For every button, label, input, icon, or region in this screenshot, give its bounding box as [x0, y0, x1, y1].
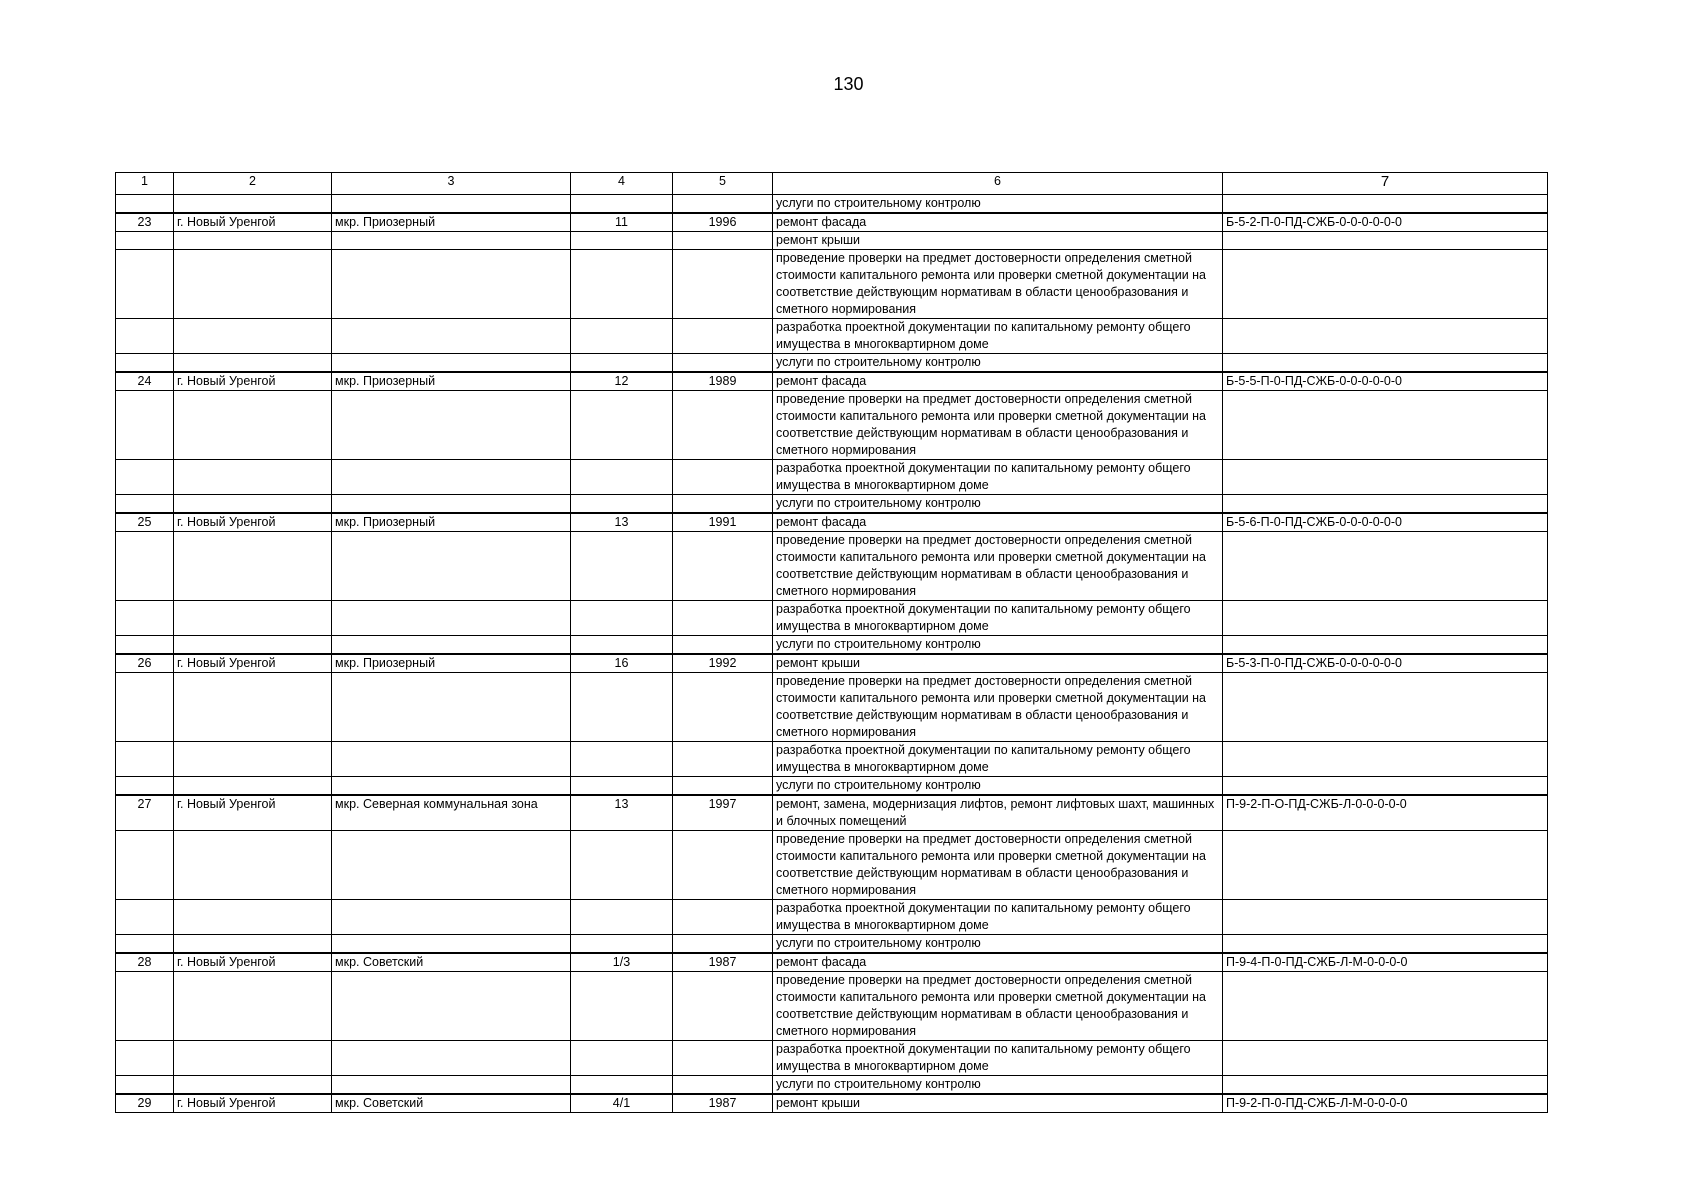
house-cell: 1/3	[571, 953, 673, 972]
row-number-cell	[116, 935, 174, 954]
page-number: 130	[833, 74, 864, 94]
row-number-cell: 29	[116, 1094, 174, 1113]
year-cell	[673, 601, 773, 636]
house-cell	[571, 532, 673, 601]
house-cell	[571, 935, 673, 954]
row-number-cell	[116, 495, 174, 514]
house-cell	[571, 250, 673, 319]
house-cell	[571, 742, 673, 777]
row-number-cell	[116, 195, 174, 214]
city-cell	[174, 636, 332, 655]
work-type-cell: проведение проверки на предмет достоверности определения сметной стоимости капитального ремонта или проверки сметной документации на соответствие действующим нормативам в области ценообразования и сметного нормирования	[773, 972, 1223, 1041]
district-cell	[332, 636, 571, 655]
building-code-cell	[1223, 777, 1548, 796]
building-code-cell: Б-5-6-П-0-ПД-СЖБ-0-0-0-0-0-0	[1223, 513, 1548, 532]
district-cell	[332, 935, 571, 954]
year-cell	[673, 495, 773, 514]
house-cell	[571, 636, 673, 655]
house-cell	[571, 601, 673, 636]
year-cell	[673, 900, 773, 935]
district-cell	[332, 1076, 571, 1095]
row-number-cell	[116, 532, 174, 601]
city-cell	[174, 831, 332, 900]
year-cell: 1992	[673, 654, 773, 673]
row-number-cell	[116, 673, 174, 742]
city-cell	[174, 777, 332, 796]
building-code-cell	[1223, 354, 1548, 373]
year-cell: 1989	[673, 372, 773, 391]
district-cell: мкр. Северная коммунальная зона	[332, 795, 571, 831]
district-cell	[332, 495, 571, 514]
year-cell	[673, 742, 773, 777]
table-row	[116, 777, 1548, 796]
building-code-cell	[1223, 1076, 1548, 1095]
district-cell: мкр. Приозерный	[332, 213, 571, 232]
house-cell	[571, 195, 673, 214]
header-cell: 6	[773, 173, 1223, 195]
house-cell	[571, 673, 673, 742]
city-cell	[174, 354, 332, 373]
house-cell	[571, 391, 673, 460]
city-cell	[174, 391, 332, 460]
year-cell	[673, 1076, 773, 1095]
year-cell	[673, 391, 773, 460]
table-row	[116, 195, 1548, 214]
work-type-cell: проведение проверки на предмет достоверности определения сметной стоимости капитального ремонта или проверки сметной документации на соответствие действующим нормативам в области ценообразования и сметного нормирования	[773, 391, 1223, 460]
work-type-cell: разработка проектной документации по капитальному ремонту общего имущества в многоквартирном доме	[773, 460, 1223, 495]
city-cell	[174, 742, 332, 777]
year-cell: 1996	[673, 213, 773, 232]
work-type-cell: ремонт фасада	[773, 213, 1223, 232]
city-cell	[174, 460, 332, 495]
house-cell: 12	[571, 372, 673, 391]
house-cell	[571, 900, 673, 935]
building-code-cell: П-9-2-П-0-ПД-СЖБ-Л-М-0-0-0-0	[1223, 1094, 1548, 1113]
building-code-cell	[1223, 831, 1548, 900]
table-row	[116, 795, 1548, 831]
row-number-cell: 25	[116, 513, 174, 532]
building-code-cell	[1223, 532, 1548, 601]
city-cell	[174, 1041, 332, 1076]
house-cell	[571, 831, 673, 900]
table-row	[116, 319, 1548, 354]
row-number-cell	[116, 319, 174, 354]
work-type-cell: услуги по строительному контролю	[773, 777, 1223, 796]
year-cell	[673, 831, 773, 900]
table-row	[116, 900, 1548, 935]
work-type-cell: услуги по строительному контролю	[773, 495, 1223, 514]
row-number-cell	[116, 972, 174, 1041]
row-number-cell: 28	[116, 953, 174, 972]
work-type-cell: услуги по строительному контролю	[773, 935, 1223, 954]
table-row	[116, 953, 1548, 972]
building-code-cell	[1223, 1041, 1548, 1076]
table-row	[116, 513, 1548, 532]
district-cell	[332, 777, 571, 796]
row-number-cell	[116, 831, 174, 900]
building-code-cell	[1223, 195, 1548, 214]
district-cell: мкр. Приозерный	[332, 654, 571, 673]
city-cell: г. Новый Уренгой	[174, 953, 332, 972]
year-cell	[673, 673, 773, 742]
work-type-cell: проведение проверки на предмет достоверности определения сметной стоимости капитального ремонта или проверки сметной документации на соответствие действующим нормативам в области ценообразования и сметного нормирования	[773, 673, 1223, 742]
table-row	[116, 213, 1548, 232]
table-row	[116, 831, 1548, 900]
table-header-row	[116, 173, 1548, 195]
table-row	[116, 250, 1548, 319]
year-cell	[673, 354, 773, 373]
year-cell: 1987	[673, 953, 773, 972]
building-code-cell	[1223, 495, 1548, 514]
city-cell	[174, 673, 332, 742]
city-cell: г. Новый Уренгой	[174, 654, 332, 673]
city-cell	[174, 195, 332, 214]
work-type-cell: услуги по строительному контролю	[773, 354, 1223, 373]
work-type-cell: ремонт крыши	[773, 654, 1223, 673]
header-cell: 3	[332, 173, 571, 195]
year-cell	[673, 460, 773, 495]
district-cell	[332, 391, 571, 460]
year-cell: 1991	[673, 513, 773, 532]
house-cell	[571, 972, 673, 1041]
table-row	[116, 391, 1548, 460]
row-number-cell	[116, 742, 174, 777]
building-code-cell: П-9-4-П-0-ПД-СЖБ-Л-М-0-0-0-0	[1223, 953, 1548, 972]
table-row	[116, 372, 1548, 391]
district-cell	[332, 532, 571, 601]
row-number-cell	[116, 601, 174, 636]
year-cell: 1997	[673, 795, 773, 831]
row-number-cell	[116, 232, 174, 250]
city-cell: г. Новый Уренгой	[174, 513, 332, 532]
work-type-cell: ремонт фасада	[773, 513, 1223, 532]
house-cell: 13	[571, 513, 673, 532]
house-cell	[571, 1076, 673, 1095]
city-cell	[174, 1076, 332, 1095]
district-cell	[332, 354, 571, 373]
row-number-cell	[116, 460, 174, 495]
city-cell: г. Новый Уренгой	[174, 1094, 332, 1113]
work-type-cell: проведение проверки на предмет достоверности определения сметной стоимости капитального ремонта или проверки сметной документации на соответствие действующим нормативам в области ценообразования и сметного нормирования	[773, 831, 1223, 900]
building-code-cell	[1223, 742, 1548, 777]
header-cell: 1	[116, 173, 174, 195]
house-cell: 11	[571, 213, 673, 232]
row-number-cell: 26	[116, 654, 174, 673]
building-code-cell	[1223, 935, 1548, 954]
city-cell	[174, 319, 332, 354]
house-cell: 16	[571, 654, 673, 673]
work-type-cell: проведение проверки на предмет достоверности определения сметной стоимости капитального ремонта или проверки сметной документации на соответствие действующим нормативам в области ценообразования и сметного нормирования	[773, 250, 1223, 319]
work-type-cell: услуги по строительному контролю	[773, 1076, 1223, 1095]
table-row	[116, 1076, 1548, 1095]
capital-repair-table	[115, 172, 1548, 1113]
table-row	[116, 460, 1548, 495]
district-cell	[332, 232, 571, 250]
house-cell	[571, 354, 673, 373]
district-cell	[332, 831, 571, 900]
city-cell	[174, 250, 332, 319]
year-cell	[673, 935, 773, 954]
city-cell	[174, 532, 332, 601]
city-cell	[174, 495, 332, 514]
year-cell	[673, 532, 773, 601]
row-number-cell	[116, 391, 174, 460]
district-cell	[332, 460, 571, 495]
work-type-cell: разработка проектной документации по капитальному ремонту общего имущества в многоквартирном доме	[773, 900, 1223, 935]
header-cell: 5	[673, 173, 773, 195]
district-cell	[332, 972, 571, 1041]
year-cell	[673, 232, 773, 250]
table-row	[116, 654, 1548, 673]
district-cell	[332, 195, 571, 214]
building-code-cell	[1223, 673, 1548, 742]
work-type-cell: ремонт фасада	[773, 372, 1223, 391]
building-code-cell	[1223, 391, 1548, 460]
work-type-cell: проведение проверки на предмет достоверности определения сметной стоимости капитального ремонта или проверки сметной документации на соответствие действующим нормативам в области ценообразования и сметного нормирования	[773, 532, 1223, 601]
row-number-cell	[116, 250, 174, 319]
building-code-cell	[1223, 972, 1548, 1041]
building-code-cell	[1223, 319, 1548, 354]
building-code-cell: Б-5-5-П-0-ПД-СЖБ-0-0-0-0-0-0	[1223, 372, 1548, 391]
house-cell	[571, 1041, 673, 1076]
building-code-cell	[1223, 250, 1548, 319]
work-type-cell: услуги по строительному контролю	[773, 195, 1223, 214]
building-code-cell: Б-5-2-П-0-ПД-СЖБ-0-0-0-0-0-0	[1223, 213, 1548, 232]
work-type-cell: ремонт крыши	[773, 232, 1223, 250]
year-cell	[673, 250, 773, 319]
city-cell	[174, 935, 332, 954]
city-cell: г. Новый Уренгой	[174, 795, 332, 831]
work-type-cell: ремонт, замена, модернизация лифтов, ремонт лифтовых шахт, машинных и блочных помещений	[773, 795, 1223, 831]
house-cell: 13	[571, 795, 673, 831]
district-cell: мкр. Советский	[332, 1094, 571, 1113]
building-code-cell	[1223, 900, 1548, 935]
city-cell	[174, 972, 332, 1041]
table-row	[116, 601, 1548, 636]
work-type-cell: услуги по строительному контролю	[773, 636, 1223, 655]
year-cell	[673, 777, 773, 796]
district-cell: мкр. Приозерный	[332, 372, 571, 391]
building-code-cell: Б-5-3-П-0-ПД-СЖБ-0-0-0-0-0-0	[1223, 654, 1548, 673]
year-cell	[673, 319, 773, 354]
house-cell	[571, 319, 673, 354]
table-row	[116, 232, 1548, 250]
work-type-cell: ремонт фасада	[773, 953, 1223, 972]
building-code-cell	[1223, 460, 1548, 495]
city-cell	[174, 900, 332, 935]
row-number-cell: 27	[116, 795, 174, 831]
row-number-cell	[116, 777, 174, 796]
district-cell: мкр. Приозерный	[332, 513, 571, 532]
building-code-cell: П-9-2-П-О-ПД-СЖБ-Л-0-0-0-0-0	[1223, 795, 1548, 831]
table-row	[116, 636, 1548, 655]
district-cell	[332, 742, 571, 777]
header-cell: 7	[1223, 173, 1548, 195]
header-cell: 4	[571, 173, 673, 195]
house-cell	[571, 495, 673, 514]
building-code-cell	[1223, 636, 1548, 655]
year-cell	[673, 195, 773, 214]
work-type-cell: разработка проектной документации по капитальному ремонту общего имущества в многоквартирном доме	[773, 319, 1223, 354]
row-number-cell	[116, 636, 174, 655]
header-cell: 2	[174, 173, 332, 195]
house-cell	[571, 232, 673, 250]
district-cell	[332, 319, 571, 354]
work-type-cell: разработка проектной документации по капитальному ремонту общего имущества в многоквартирном доме	[773, 1041, 1223, 1076]
house-cell	[571, 460, 673, 495]
district-cell	[332, 673, 571, 742]
city-cell: г. Новый Уренгой	[174, 213, 332, 232]
city-cell	[174, 232, 332, 250]
row-number-cell	[116, 1076, 174, 1095]
district-cell	[332, 1041, 571, 1076]
table-row	[116, 972, 1548, 1041]
table-row	[116, 1041, 1548, 1076]
house-cell	[571, 777, 673, 796]
work-type-cell: разработка проектной документации по капитальному ремонту общего имущества в многоквартирном доме	[773, 742, 1223, 777]
city-cell: г. Новый Уренгой	[174, 372, 332, 391]
row-number-cell: 23	[116, 213, 174, 232]
work-type-cell: ремонт крыши	[773, 1094, 1223, 1113]
house-cell: 4/1	[571, 1094, 673, 1113]
row-number-cell	[116, 900, 174, 935]
table-row	[116, 673, 1548, 742]
year-cell	[673, 972, 773, 1041]
row-number-cell: 24	[116, 372, 174, 391]
row-number-cell	[116, 1041, 174, 1076]
table-row	[116, 935, 1548, 954]
year-cell: 1987	[673, 1094, 773, 1113]
table-row	[116, 495, 1548, 514]
year-cell	[673, 1041, 773, 1076]
year-cell	[673, 636, 773, 655]
table-row	[116, 354, 1548, 373]
table-row	[116, 742, 1548, 777]
building-code-cell	[1223, 232, 1548, 250]
district-cell	[332, 250, 571, 319]
row-number-cell	[116, 354, 174, 373]
city-cell	[174, 601, 332, 636]
building-code-cell	[1223, 601, 1548, 636]
work-type-cell: разработка проектной документации по капитальному ремонту общего имущества в многоквартирном доме	[773, 601, 1223, 636]
table-row	[116, 1094, 1548, 1113]
table-row	[116, 532, 1548, 601]
district-cell	[332, 601, 571, 636]
district-cell: мкр. Советский	[332, 953, 571, 972]
district-cell	[332, 900, 571, 935]
